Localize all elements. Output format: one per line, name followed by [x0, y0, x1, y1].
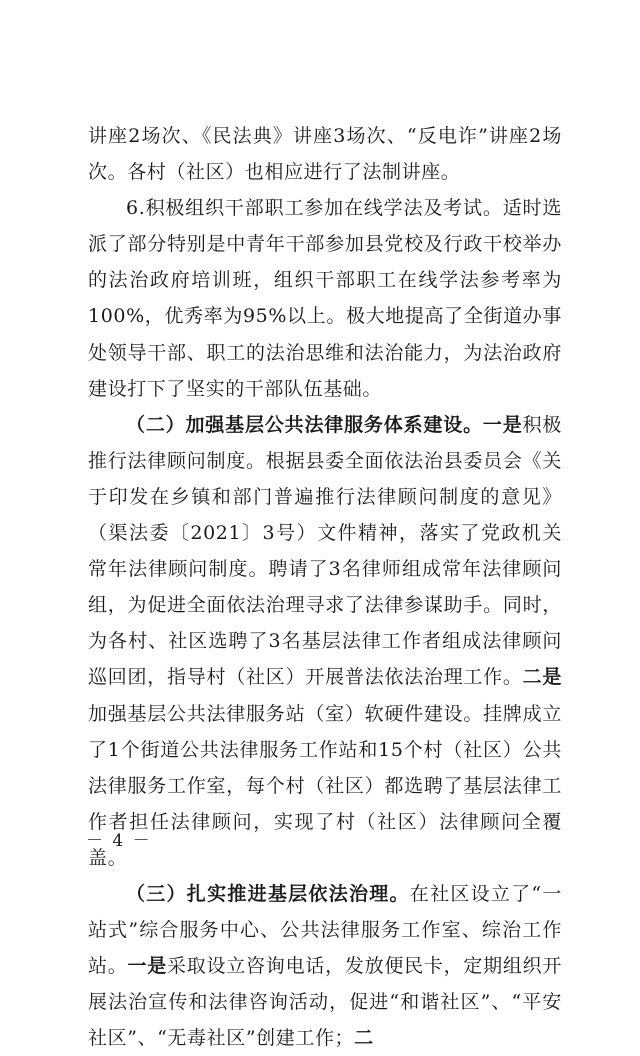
paragraph-legal-service-system — [88, 407, 562, 876]
paragraph-grassroots-governance — [88, 876, 562, 1056]
paragraph-text: 6.积极组织干部职工参加在线学法及考试。适时选派了部分特别是中青年干部参加县党校及行政干校举办的法治政府培训班，组织干部职工在线学法参考率为100%，优秀率为95%以上。极大地提高了全街道办事处领导干部、职工的法治思维和法治能力，为法治政府建设打下了坚实的干部队伍基础。 — [88, 197, 562, 400]
document-body — [88, 118, 562, 1056]
section-heading: （二）加强基层公共法律服务体系建设。 — [126, 413, 483, 436]
paragraph-online-study — [88, 190, 562, 407]
paragraph-text: 积极推行法律顾问制度。根据县委全面依法治县委员会《关于印发在乡镇和部门普遍推行法律顾问制度的意见》（渠法委〔2021〕3号）文件精神，落实了党政机关常年法律顾问制度。聘请了3名律师组成常年法律顾问组，为促进全面依法治理寻求了法律参谋助手。同时，为各村、社区选聘了3名基层法律工作者组成法律顾问巡回团，指导村（社区）开展普法依法治理工作。 — [88, 413, 562, 689]
emphasis-second: 二 — [354, 1027, 374, 1050]
emphasis-first: 一是 — [127, 955, 168, 978]
emphasis-second: 二是 — [522, 666, 562, 689]
paragraph-lecture-summary — [88, 118, 562, 190]
paragraph-text: 采取设立咨询电话，发放便民卡，定期组织开展法治宣传和法律咨询活动，促进“和谐社区”、“平安社区”、“无毒社区”创建工作； — [88, 955, 562, 1050]
emphasis-first: 一是 — [482, 413, 523, 436]
section-heading: （三）扎实推进基层依法治理。 — [126, 882, 410, 905]
paragraph-text: 加强基层公共法律服务站（室）软硬件建设。挂牌成立了1个街道公共法律服务工作站和15个村（社区）公共法律服务工作室，每个村（社区）都选聘了基层法律工作者担任法律顾问，实现了村（社区）法律顾问全覆盖。 — [88, 702, 562, 869]
paragraph-text: 在社区设立了“一站式”综合服务中心、公共法律服务工作室、综治工作站。 — [88, 882, 563, 978]
page-number: － 4 － — [86, 831, 152, 851]
paragraph-text: 讲座2场次、《民法典》讲座3场次、“反电诈”讲座2场次。各村（社区）也相应进行了法制讲座。 — [88, 125, 562, 184]
